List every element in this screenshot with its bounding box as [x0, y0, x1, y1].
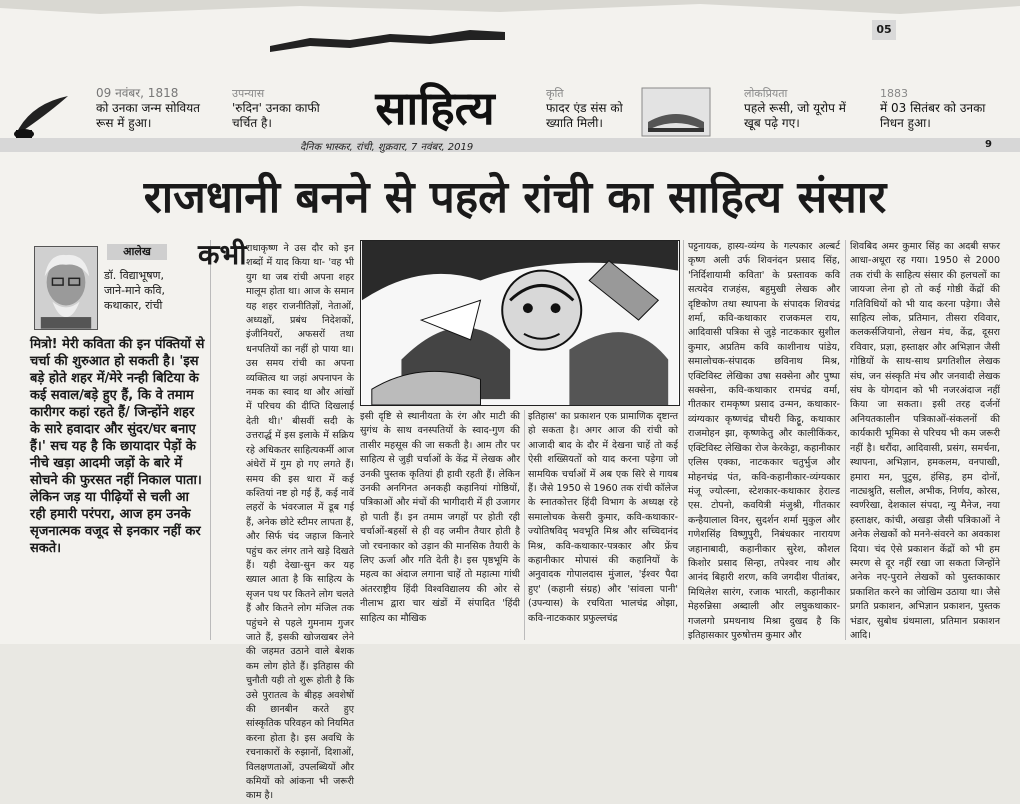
death-date: 1883: [880, 87, 908, 100]
dateline: दैनिक भास्कर, रांची, शुक्रवार, 7 नवंबर, 2019: [300, 142, 474, 153]
death-text: में 03 सितंबर को उनका निधन हुआ।: [880, 101, 986, 130]
work-text: फादर एंड संस को ख्याति मिली।: [546, 101, 623, 130]
author-name: डॉ. विद्याभूषण,: [104, 269, 165, 282]
author-photo: [34, 246, 98, 330]
work-label: कृति: [546, 87, 564, 100]
header-work-item: [546, 86, 636, 131]
headline: राजधानी बनने से पहले रांची का साहित्य संसार: [143, 172, 887, 223]
author-byline: [104, 268, 200, 313]
torn-masthead-fragment: [250, 22, 510, 52]
section-title: साहित्य: [375, 81, 495, 135]
column-5-text: पट्टनायक, हास्य-व्यंग्य के गल्पकार अल्बर्ट कृष्ण अली उर्फ शिवनंदन प्रसाद सिंह, 'निर्दिशायामी कविता' के प्रस्तावक कवि सत्यदेव राजहंस, बहुमुखी लेखक और दृष्टिकोण तथा स्थापना के संपादक शिवचंद्र शर्मा, कवि-कथाकार राजकमल राय, आदिवासी पत्रिका से जुड़े नाटककार सुशील कुमार, अप्रतिम कवि काशीनाथ पांडेय, समालोचक-संपादक छविनाथ मिश्र, एक्टिविस्ट लेखिका उषा सक्सेना और पुष्पा सक्सेना, कवि-कथाकार रामचंद्र वर्मा, गीतकार रामकृष्ण प्रसाद उन्मन, कथाकार-व्यंग्यकार कृष्णचंद्र चौधरी किट्टू, कथाकार राजमोहन झा, कृष्णकेतु और कालीकिंकर, एक्टिविस्ट लेखिका रोज केरकेट्टा, कहानीकार एलिस एक्का, नाटककार चतुर्भुज और मोहनचंद्र पंत, कवि-कहानीकार-व्यंग्यकार मंजू ज्योत्स्ना, स्टेशकार-कथाकार हेराल्ड एस. टोपनो, कवयित्री मंजुश्री, गीतकार कन्हैयालाल विनर, सुदर्शन शर्मा मुकुल और गणेशसिंह विष्णुपुरी, निबंधकार नारायण जहानाबादी, कहानीकार सुरेश, कौशल किशोर प्रसाद सिन्हा, तपेश्वर नाथ और आनंद बिहारी शरण, कवि जगदीश पीतांबर, मिथिलेश सारंग, रजाक भारती, कहानीकार मेहरुन्निसा अब्दाली और लघुकथाकार-गजलगो प्रमथनाथ मिश्रा दुखद है कि इतिहासकार पुरुषोत्तम कुमार और: [688, 241, 840, 641]
column-4-text: इतिहास' का प्रकाशन एक प्रामाणिक दृष्टान्त हो सकता है। अगर आज की रांची को आजादी बाद के दौर में देखना चाहें तो कई ऐसी शख्सियतों को याद करना पड़ेगा जो सामयिक चर्चाओं में अब एक सिरे से गायब हैं। जैसे 1950 से 1960 तक रांची कॉलेज के स्नातकोत्तर हिंदी विभाग के अध्यक्ष रहे समालोचक केसरी कुमार, कवि-कथाकार-ज्योतिषविद् भवभूति मिश्र और सच्चिदानंद मिश्र, कवि-कथाकार-पत्रकार और फ्रेंच कहानीकार मोपासं की कहानियों के अनुवादक गोपालदास मुंजाल, 'ईश्वर पैदा हुए' (कहानी संग्रह) और 'सांवला पानी' (उपन्यास) के रचयिता भालचंद्र ओझा, कवि-नाटककार प्रफुल्लचंद्र: [528, 411, 678, 624]
header-birth-item: [96, 86, 206, 131]
popularity-label: लोकप्रियता: [744, 87, 788, 100]
intro-paragraph: मित्रो! मेरी कविता की इन पंक्तियों से चर्चा की शुरुआत हो सकती है। 'इस बड़े होते शहर में/मेरे नन्ही बिटिया के कई सवाल/बड़े हुए हैं, कि वे तमाम कारीगर कहां रहते हैं/ जिन्होंने शहर के सारे हवादार और सुंदर/घर बनाए हैं।' सच यह है कि छायादार पेड़ों के नीचे खड़ा आदमी जड़ों के बारे में सोचने की फुरसत नहीं निकाल पाता। लेकिन जड़ या पीढ़ियों से चली आ रही हमारी परंपरा, आज हम उनके सृजनात्मक वजूद से इनकार नहीं कर सकते।: [30, 337, 205, 556]
birth-text: को उनका जन्म सोवियत रूस में हुआ।: [96, 101, 201, 130]
illustration: [360, 240, 680, 406]
article-column-2-overflow: [198, 272, 356, 638]
novel-text: 'रुदिन' उनका काफी चर्चित है।: [232, 101, 320, 130]
birth-date: 09 नवंबर, 1818: [96, 86, 179, 100]
article-column-6: [850, 240, 1000, 640]
header-novel-item: [232, 86, 332, 131]
page-number: 05: [872, 20, 896, 40]
article-column-5: [688, 240, 840, 640]
article-column-3: [360, 410, 520, 640]
quill-ink-icon: [10, 94, 70, 140]
torn-edge-icon: [0, 0, 1020, 20]
article-tag: आलेख: [107, 244, 167, 260]
book-icon: [640, 86, 712, 138]
section-rule: [0, 138, 1020, 152]
article-column-2-lead: [246, 242, 355, 802]
author-role: जाने-माने कवि, कथाकार, रांची: [104, 284, 166, 312]
column-6-text: शिवबिद अमर कुमार सिंह का अदबी सफर आधा-अधूरा रह गया। 1950 से 2000 तक रांची के साहित्य संसार की हलचलों का जायजा लेना हो तो कई गोष्ठी केंद्रों की गतिविधियों को भी याद करना पड़ेगा। जैसे साहित्य लोक, प्रतिमान, तीसरा रविवार, कलकर्सजियानो, लेखन मंच, केंद्र, दूसरा रविवार, प्रज्ञा, हस्ताक्षर और अभिज्ञान जैसी गोष्ठियों के साथ-साथ प्रगतिशील लेखक संघ, जन संस्कृति मंच और जनवादी लेखक संघ के योगदान को भी नजरअंदाज नहीं किया जा सकता। इसी तरह दर्जनों अनियतकालीन पत्रिकाओं-संकलनों की कार्यकारी भूमिका से परिचय भी कम जरूरी नहीं है। धरौंदा, आदिवासी, प्रसंग, समर्चना, स्थापना, अभिज्ञान, हमकलम, वनपाखी, हमारा मन, पुटुस, हंसिड़, हम दोनों, नाट्यश्रुति, सलील, अभीक, निर्णय, कोरस, स्वर्णरेखा, देशकाल संपदा, न्यु मैनेज, नया हस्ताक्षर, कांची, अखड़ा जैसी पत्रिकाओं ने अनेक लेखकों को मनने-संवरने का अवकाश दिया। चंद ऐसे प्रकाशन केंद्रों को भी हम स्मरण से दूर नहीं रखा जा सकता जिन्होंने अनेक नए-पुराने लेखकों को पुस्तकाकार प्रकाशित करने का जोखिम उठाया था। जैसे प्रगति प्रकाशन, अभिज्ञान प्रकाशन, पुस्तक भंडार, सुबोध ग्रंथमाला, प्रतिमान प्रकाशन आदि।: [850, 241, 1000, 641]
popularity-text: पहले रूसी, जो यूरोप में खूब पढ़े गए।: [744, 101, 846, 130]
column-3-text: इसी दृष्टि से स्थानीयता के रंग और माटी की सुगंध के साथ वनस्पतियों के स्वाद-गुण की तासीर महसूस की जा सकती है। आम तौर पर साहित्य से जुड़ी चर्चाओं के केंद्र में लेखक और उनकी पुस्तक कृतियां ही हावी रहती हैं। लेकिन उनकी अनगिनत अनकही कहानियां गोष्ठियों, पत्रिकाओं और मंचों की भागीदारी में ही उजागर हो पाती हैं। इन तमाम जगहों पर होती रही चर्चाओं-बहसों से ही वह जमीन तैयार होती है जो रचनाकार को उड़ान की मानसिक तैयारी के लिए ऊर्जा और गति देती है। इस पृष्ठभूमि के महत्व का अंदाज लगाना चाहें तो महात्मा गांधी अंतरराष्ट्रीय हिंदी विश्वविद्यालय की ओर से नीलाभ द्वारा चार खंडों में संपादित 'हिंदी साहित्य का मौखिक: [360, 411, 520, 624]
header-death-item: [880, 86, 990, 131]
article-column-4: [528, 410, 678, 640]
column-2-text: राधाकृष्ण ने उस दौर को इन शब्दों में याद किया था- 'वह भी युग था जब रांची अपना शहर मालूम होता था। आज के समान यह शहर राजनीतिज्ञों, नेताओं, अध्यक्षों, प्रबंध निदेशकों, इंजीनियरों, अफसरों तथा धनपतियों का नहीं हो पाया था। उस समय रांची का अपना व्यक्तित्व था जहां अपनापन के नमक का स्वाद था और आंखों में परिचय की दीप्ति दिखलाई देती थी।' बीसवीं सदी के उत्तरार्द्ध में इस इलाके में सक्रिय रहे अधिकतर साहित्यकर्मी आज अंधेरों में गुम हो गए लगते हैं। समय की इस धारा में कई कश्तियां नष्ट हो गई हैं, कई नावें लहरों के भंवरजाल में डूब गई हैं, अनेक छोटे स्टीमर लापता हैं, और सिर्फ चंद जहाज किनारे पहुंच कर लंगर ताने खड़े दिखते हैं। यही देखा-सुन कर यह ख्याल आता है कि साहित्य के सृजन पथ पर कितने लोग चलते हैं और कितने लोग मंजिल तक पहुंचने से पहले गुमनाम गुजर जाते हैं, इसकी खोजखबर लेने की जहमत उठाने वाले बेशक कम लोग होते हैं। इतिहास की चुनौती यही तो शुरू होती है कि उसे पुरातत्व के बीहड़ अवशेषों की छानबीन करते हुए सांस्कृतिक परिवहन को नियमित करना होता है। इस अवधि के रचनाकारों के रुझानों, दिशाओं, विलक्षणताओं, उपलब्धियों और कमियों को आंकना भी जरूरी काम है।: [246, 243, 355, 802]
band-number: 9: [985, 139, 992, 150]
header-popularity-item: [744, 86, 862, 131]
novel-label: उपन्यास: [232, 87, 265, 100]
drop-cap: कभी: [198, 238, 247, 271]
